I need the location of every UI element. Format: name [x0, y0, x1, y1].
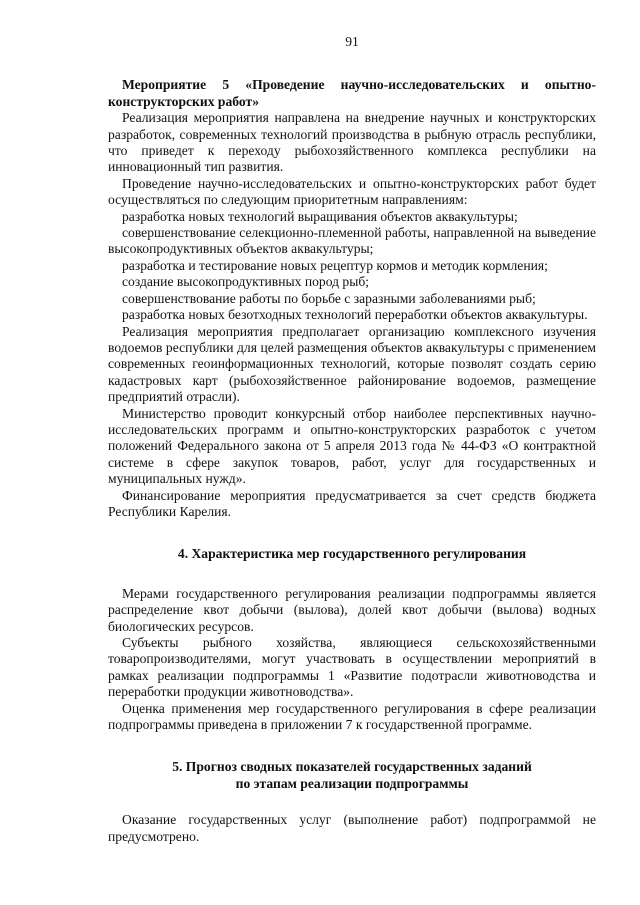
section-title-5-line1: 5. Прогноз сводных показателей государственных заданий	[172, 759, 532, 775]
list-item: разработка новых безотходных технологий переработки объектов аквакультуры.	[122, 307, 588, 323]
paragraph: Оценка применения мер государственного регулирования в сфере реализации подпрограммы приведена в приложении 7 к государственной программе.	[108, 700, 596, 733]
paragraph: Реализация мероприятия направлена на внедрение научных и конструкторских разработок, современных технологий производства в рыбную отрасль республики, что приведет к переходу рыбохозяйственного комплекса республики на инновационный тип развития.	[108, 110, 596, 175]
paragraph: Мерами государственного регулирования реализации подпрограммы является распределение квот добычи (вылова), долей квот добычи (вылова) водных биологических ресурсов.	[108, 585, 596, 634]
list-item: разработка новых технологий выращивания объектов аквакультуры;	[122, 208, 518, 224]
directions-list	[108, 209, 596, 324]
list-item: совершенствование селекционно-племенной работы, направленной на выведение высокопродуктивных объектов аквакультуры;	[108, 225, 596, 257]
section-title-5-line2: по этапам реализации подпрограммы	[235, 775, 469, 791]
list-item: разработка и тестирование новых рецептур кормов и методик кормления;	[122, 257, 548, 273]
paragraph: Оказание государственных услуг (выполнение работ) подпрограммой не предусмотрено.	[108, 812, 596, 844]
page-number: 91	[345, 34, 359, 49]
list-item: создание высокопродуктивных пород рыб;	[122, 274, 370, 290]
spacer	[108, 520, 596, 546]
list-item: совершенствование работы по борьбе с заразными заболеваниями рыб;	[122, 290, 536, 306]
section-title-4: 4. Характеристика мер государственного регулирования	[177, 546, 527, 562]
paragraph: Финансирование мероприятия предусматривается за счет средств бюджета Республики Карелия.	[108, 487, 596, 519]
spacer	[108, 792, 596, 812]
spacer	[108, 733, 596, 759]
measure-heading: Мероприятие 5 «Проведение научно-исследовательских и опытно-конструкторских работ»	[108, 77, 596, 109]
paragraph: Проведение научно-исследовательских и опытно-конструкторских работ будет осуществляться по следующим приоритетным направлениям:	[108, 175, 596, 208]
spacer	[108, 563, 596, 586]
paragraph: Субъекты рыбного хозяйства, являющиеся сельскохозяйственными товаропроизводителями, могут участвовать в осуществлении мероприятий в рамках реализации подпрограммы 1 «Развитие подотрасли животноводства и переработки продукции животноводства».	[108, 635, 596, 700]
paragraph: Министерство проводит конкурсный отбор наиболее перспективных научно-исследовательских программ и опытно-конструкторских разработок с учетом положений Федерального закона от 5 апреля 2013 года № 44-ФЗ «О контрактной системе в сфере закупок товаров, работ, услуг для государственных и муниципальных нужд».	[108, 405, 596, 487]
paragraph: Реализация мероприятия предполагает организацию комплексного изучения водоемов республики для целей размещения объектов аквакультуры с применением современных геоинформационных технологий, которые позволят создать серию кадастровых карт (рыбохозяйственное районирование водоемов, размещение предприятий отрасли).	[108, 323, 596, 405]
